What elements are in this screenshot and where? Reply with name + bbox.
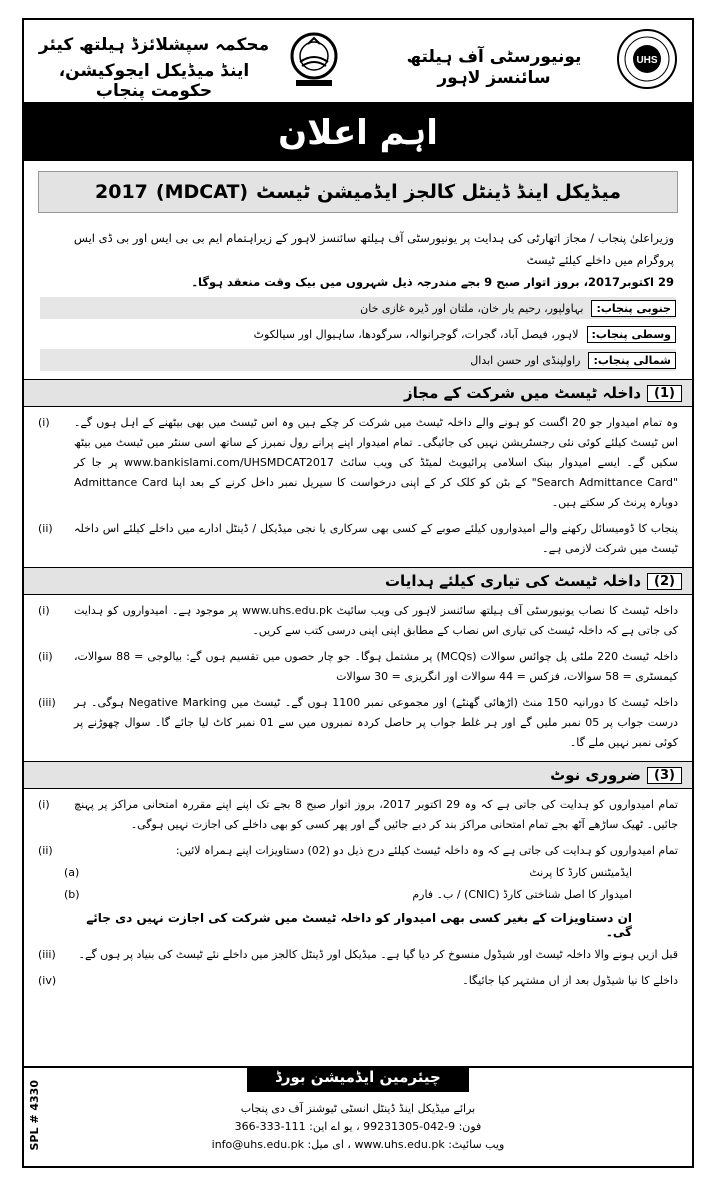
spl-number: SPL # 4330	[28, 1080, 41, 1151]
footer-phone: فون: 9-042-99231305 ، یو اے این: 111-333-366	[234, 1120, 482, 1133]
header	[24, 20, 692, 103]
sub-item	[64, 863, 632, 883]
section-title: داخلہ ٹیسٹ میں شرکت کے مجاز	[404, 384, 642, 402]
section-number: (1)	[647, 385, 682, 402]
item-number: (i)	[38, 798, 50, 811]
item-text: داخلہ ٹیسٹ کا دورانیہ 150 منٹ (اڑھائی گھنٹے) اور مجموعی نمبر 1100 ہوں گے۔ ٹیسٹ میں Negative Marking ہوگی۔ ہر درست جواب پر 05 نمبر ملیں گے اور ہر غلط جواب پر حاصل کردہ نمبروں میں سے 01 نمبر کاٹ لیا جائے گا۔ سوال چھوڑنے پر کوئی نمبر نہیں ملے گا۔	[74, 696, 678, 749]
test-abbr: (MDCAT)	[155, 181, 249, 203]
region-north	[40, 349, 676, 371]
sub-item-letter: (b)	[64, 888, 80, 901]
list-item	[38, 841, 678, 861]
item-text: داخلہ ٹیسٹ 220 ملٹی پل چوائس سوالات (MCQs) پر مشتمل ہوگا۔ جو چار حصوں میں تقسیم ہوں گے: بیالوجی = 88 سوالات، کیمسٹری = 58 سوالات، فزکس = 44 سوالات اور انگریزی = 30 سوالات	[74, 650, 678, 683]
region-south	[40, 297, 676, 319]
footer-contact	[24, 1100, 692, 1154]
item-text: داخلے کا نیا شیڈول بعد از اں مشتہر کیا جائیگا۔	[462, 974, 678, 987]
item-number: (ii)	[38, 844, 53, 857]
university-name: یونیورسٹی آف ہیلتھ سائنسز لاہور	[406, 47, 582, 88]
region-cities: راولپنڈی اور حسن ابدال	[470, 353, 581, 367]
department-line-2: اینڈ میڈیکل ایجوکیشن، حکومت پنجاب	[58, 61, 250, 101]
uhs-seal-icon	[616, 28, 678, 90]
list-item	[38, 647, 678, 687]
item-number: (iii)	[38, 696, 56, 709]
section-title: ضروری نوٹ	[550, 766, 642, 784]
item-number: (ii)	[38, 522, 53, 535]
list-item	[38, 413, 678, 513]
section-number: (2)	[647, 573, 682, 590]
footer	[24, 1066, 692, 1166]
test-title: میڈیکل اینڈ ڈینٹل کالجز ایڈمیشن ٹیسٹ	[256, 181, 621, 203]
item-number: (iv)	[38, 974, 57, 987]
region-cities: لاہور، فیصل آباد، گجرات، گوجرانوالہ، سرگودھا، ساہیوال اور سیالکوٹ	[253, 327, 579, 341]
item-number: (ii)	[38, 650, 53, 663]
section-preparation-heading	[24, 567, 692, 595]
item-text: وہ تمام امیدوار جو 20 اگست کو ہونے والے داخلہ ٹیسٹ میں شرکت کر چکے ہیں وہ اس ٹیسٹ میں بھی بیٹھنے کے اہل ہوں گے۔ اس ٹیسٹ کیلئے کوئی نئی رجسٹریشن نہیں کی جائیگی۔ تمام امیدوار اپنے پرانے رول نمبرز کے ساتھ اسی سنٹر میں ٹیسٹ میں بیٹھ سکیں گے۔ ایسے امیدوار بینک اسلامی پرائیویٹ لمیٹڈ کی ویب سائٹ www.bankislami.com/UHSMDCAT2017 پر جا کر "Search Admittance Card" کے بٹن کو کلک کر کے اپنی درخواست کا سیریل نمبر داخل کرنے کے بعد اپنا Admittance Card دوبارہ پرنٹ کر سکتے ہیں۔	[74, 416, 678, 509]
test-title-bar	[38, 171, 678, 213]
item-number: (i)	[38, 416, 50, 429]
region-central	[40, 323, 676, 345]
region-label: شمالی پنجاب:	[588, 352, 676, 369]
item-text: قبل ازیں ہونے والا داخلہ ٹیسٹ اور شیڈول منسوخ کر دیا گیا ہے۔ میڈیکل اور ڈینٹل کالجز میں داخلے نئے ٹیسٹ کی بنیاد پر ہوں گے۔	[78, 948, 678, 961]
footer-line-1: برائے میڈیکل اینڈ ڈینٹل انسٹی ٹیوشنز آف دی پنجاب	[240, 1102, 476, 1115]
sub-item-letter: (a)	[64, 866, 80, 879]
list-item	[38, 971, 678, 991]
list-item	[38, 693, 678, 753]
list-item	[38, 945, 678, 965]
region-label: وسطی پنجاب:	[587, 326, 676, 343]
section-number: (3)	[647, 767, 682, 784]
documents-warning: ان دستاویزات کے بغیر کسی بھی امیدوار کو داخلہ ٹیسٹ میں شرکت کی اجازت نہیں دی جائے گی۔	[86, 911, 632, 939]
important-announcement-banner: اہم اعلان	[24, 103, 692, 161]
list-item	[38, 795, 678, 835]
department-line-1: محکمہ سپشلائزڈ ہیلتھ کیئر	[38, 35, 270, 55]
section-eligibility-heading	[24, 379, 692, 407]
sub-item-text: ایڈمیٹنس کارڈ کا پرنٹ	[529, 866, 632, 879]
item-text: داخلہ ٹیسٹ کا نصاب یونیورسٹی آف ہیلتھ سائنسز لاہور کی ویب سائیٹ www.uhs.edu.pk پر موجود ہے۔ امیدواروں کو ہدایت کی جاتی ہے کہ داخلہ ٹیسٹ کی تیاری اس نصاب کے مطابق اپنی اپنی درسی کتب سے کریں۔	[74, 604, 678, 637]
section-important-note-heading	[24, 761, 692, 789]
punjab-government-logo-icon	[286, 30, 342, 90]
intro-line-1: وزیراعلیٰ پنجاب / مجاز اتھارٹی کی ہدایت پر یونیورسٹی آف ہیلتھ سائنسز لاہور کے زیراہتمام ایم بی بی ایس اور بی ڈی ایس پروگرام میں داخلے کیلئے ٹیسٹ	[73, 231, 674, 267]
sub-item-text: امیدوار کا اصل شناختی کارڈ (CNIC) / ب۔ فارم	[412, 888, 632, 901]
chairman-title: چیئرمین ایڈمیشن بورڈ	[247, 1066, 469, 1092]
list-item	[38, 519, 678, 559]
intro-paragraph	[42, 227, 674, 293]
list-item	[38, 601, 678, 641]
item-text: تمام امیدواروں کو ہدایت کی جاتی ہے کہ وہ داخلہ ٹیسٹ کیلئے درج ذیل دو (02) دستاویزات اپنے ہمراہ لائیں:	[175, 844, 678, 857]
section-title: داخلہ ٹیسٹ کی تیاری کیلئے ہدایات	[384, 572, 642, 590]
item-number: (iii)	[38, 948, 56, 961]
department-name	[34, 34, 274, 101]
advertisement	[22, 18, 694, 1168]
item-text: پنجاب کا ڈومیسائل رکھنے والے امیدواروں کیلئے صوبے کے کسی بھی سرکاری یا نجی میڈیکل / ڈینٹل ادارے میں داخلے کیلئے اس داخلہ ٹیسٹ میں شرکت لازمی ہے۔	[74, 522, 678, 555]
intro-line-2: 29 اکتوبر2017، بروز اتوار صبح 9 بجے مندرجہ ذیل شہروں میں بیک وقت منعقد ہوگا۔	[191, 275, 674, 289]
uhs-logo-text: UHS	[636, 55, 658, 66]
region-cities: بہاولپور، رحیم یار خان، ملتان اور ڈیرہ غازی خان	[360, 301, 584, 315]
item-text: تمام امیدواروں کو ہدایت کی جاتی ہے کہ وہ 29 اکتوبر 2017، بروز اتوار صبح 8 بجے تک اپنے اپنے مقررہ امتحانی مراکز پر پہنچ جائیں۔ ٹھیک ساڑھے آٹھ بجے تمام امتحانی مراکز بند کر دیے جائیں گے اور پھر کسی کو بھی داخلے کی اجازت نہیں ہوگی۔	[74, 798, 678, 831]
region-label: جنوبی پنجاب:	[591, 300, 676, 317]
footer-web-email: ویب سائیٹ: www.uhs.edu.pk ، ای میل: info@uhs.edu.pk	[211, 1138, 505, 1151]
footer-heading	[24, 1066, 692, 1092]
item-number: (i)	[38, 604, 50, 617]
sub-item	[64, 885, 632, 905]
test-year: 2017	[95, 181, 148, 203]
